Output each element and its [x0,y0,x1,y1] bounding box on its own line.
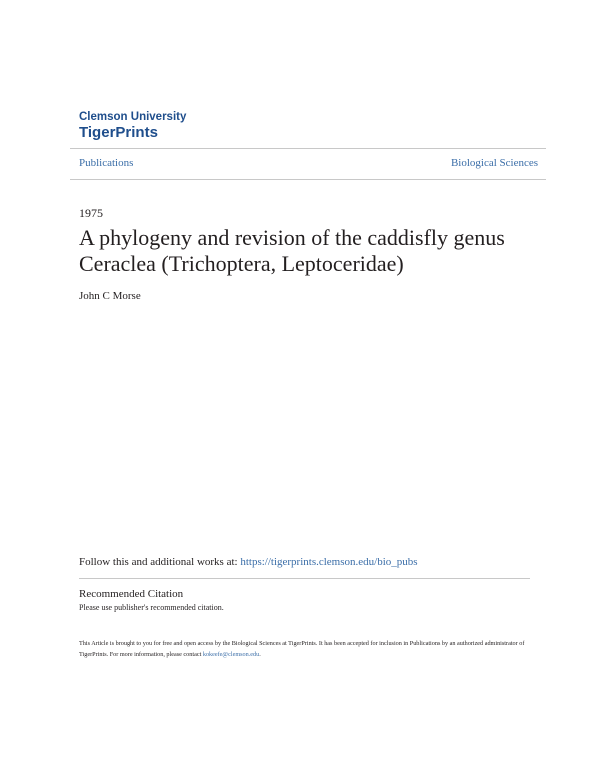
repository-logo[interactable] [79,110,186,142]
biological-sciences-link[interactable]: Biological Sciences [450,157,538,169]
publication-year: 1975 [79,206,103,220]
collection-url-link[interactable]: https://tigerprints.clemson.edu/bio_pubs [240,556,418,568]
publications-link[interactable]: Publications [79,157,134,169]
follow-text: Follow this and additional works at: [79,556,241,568]
citation-text: Please use publisher's recommended citation. [79,603,224,612]
notice-end: . [259,651,261,658]
follow-line [79,556,418,568]
contact-email-link[interactable]: kokeefe@clemson.edu [202,651,260,658]
citation-divider [79,578,530,579]
university-name: Clemson University [79,111,187,123]
nav-divider [70,179,546,180]
notice-text: This Article is brought to you for free and open access by the Biological Sciences at TigerPrints. It has been accepted for inclusion in Publications by an authorized administrator of TigerPrints. For more information, please contact [79,640,525,658]
document-title: A phylogeny and revision of the caddisfly genus Ceraclea (Trichoptera, Leptoceridae) [79,225,505,276]
citation-heading: Recommended Citation [79,588,184,600]
top-divider [70,148,546,149]
access-notice [79,638,529,660]
repository-name: TigerPrints [79,124,158,141]
author-name: John C Morse [79,290,141,302]
